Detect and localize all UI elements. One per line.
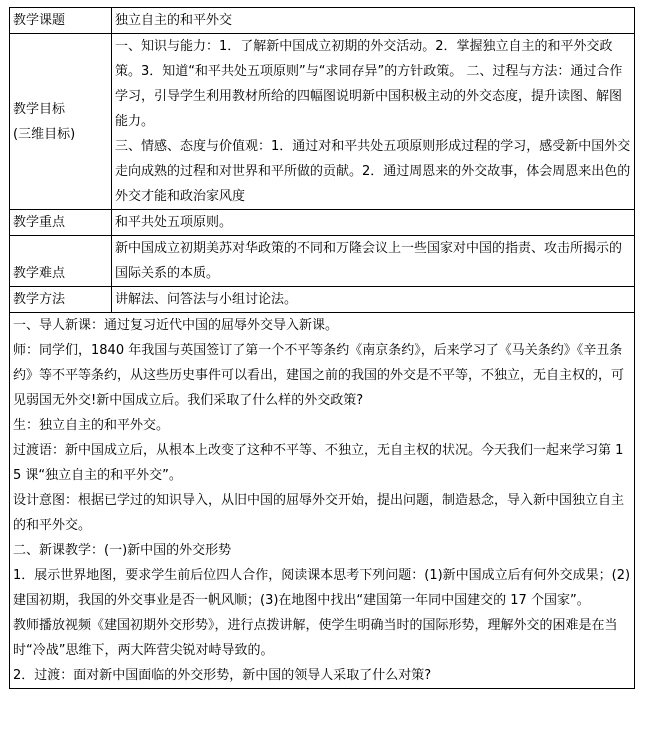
process-paragraph: 教师播放视频《建国初期外交形势》，进行点拨讲解，使学生明确当时的国际形势，理解外交的困难是在当时“冷战”思维下，两大阵营尖锐对峙导致的。 (13, 618, 618, 658)
table-row (10, 8, 635, 34)
difficulty-value: 新中国成立初期美苏对华政策的不同和万隆会议上一些国家对中国的指责、攻击所揭示的国际关系的本质。 (112, 236, 635, 287)
goals-paragraph-2: 三、情感、态度与价值观：1．通过对和平共处五项原则形成过程的学习，感受新中国外交走向成熟的过程和对世界和平所做的贡献。2．通过周恩来的外交故事，体会周恩来出色的外交才能和政治家风度 (115, 139, 631, 204)
method-value: 讲解法、问答法与小组讨论法。 (112, 287, 635, 313)
key-point-label: 教学重点 (10, 210, 112, 236)
table-row (10, 236, 635, 287)
process-paragraph: 2．过渡：面对新中国面临的外交形势，新中国的领导人采取了什么对策? (13, 668, 432, 683)
topic-label: 教学课题 (10, 8, 112, 34)
goals-paragraph-1: 一、知识与能力：1．了解新中国成立初期的外交活动。2．掌握独立自主的和平外交政策。3．知道“和平共处五项原则”与“求同存异”的方针政策。 二、过程与方法：通过合作学习，引导学生利用教材所给的四幅图说明新中国积极主动的外交态度，提升读图、解图能力。 (115, 39, 623, 129)
key-point-value: 和平共处五项原则。 (112, 210, 635, 236)
table-row (10, 34, 635, 210)
table-row (10, 313, 635, 689)
process-paragraph: 一、导人新课：通过复习近代中国的屈辱外交导入新课。 (13, 318, 339, 333)
table-row (10, 210, 635, 236)
process-paragraph: 设计意图：根据已学过的知识导入，从旧中国的屈辱外交开始，提出问题，制造悬念，导入新中国独立自主的和平外交。 (13, 493, 625, 533)
process-paragraph: 二、新课教学：(一)新中国的外交形势 (13, 543, 232, 558)
teaching-process-cell (10, 313, 635, 689)
table-row (10, 287, 635, 313)
process-paragraph: 生：独立自主的和平外交。 (13, 418, 170, 433)
process-paragraph: 过渡语：新中国成立后，从根本上改变了这种不平等、不独立，无自主权的状况。今天我们一起来学习第 15 课“独立自主的和平外交”。 (13, 443, 624, 483)
goals-label-cell (10, 34, 112, 210)
difficulty-label: 教学难点 (10, 236, 112, 287)
method-label: 教学方法 (10, 287, 112, 313)
goals-label-sub: (三维目标) (13, 126, 76, 142)
topic-value: 独立自主的和平外交 (112, 8, 635, 34)
lesson-plan-table (9, 7, 635, 689)
process-paragraph: 师：同学们，1840 年我国与英国签订了第一个不平等条约《南京条约》，后来学习了《马关条约》《辛丑条约》等不平等条约，从这些历史事件可以看出，建国之前的我国的外交是不平等，不独立，无自主权的，可见弱国无外交!新中国成立后。我们采取了什么样的外交政策? (13, 343, 625, 408)
goals-value-cell (112, 34, 635, 210)
process-paragraph: 1．展示世界地图，要求学生前后位四人合作，阅读课本思考下列问题：(1)新中国成立后有何外交成果；(2)建国初期，我国的外交事业是否一帆风顺；(3)在地图中找出“建国第一年同中国建交的 17 个国家”。 (13, 568, 631, 608)
goals-label: 教学目标 (13, 101, 66, 117)
